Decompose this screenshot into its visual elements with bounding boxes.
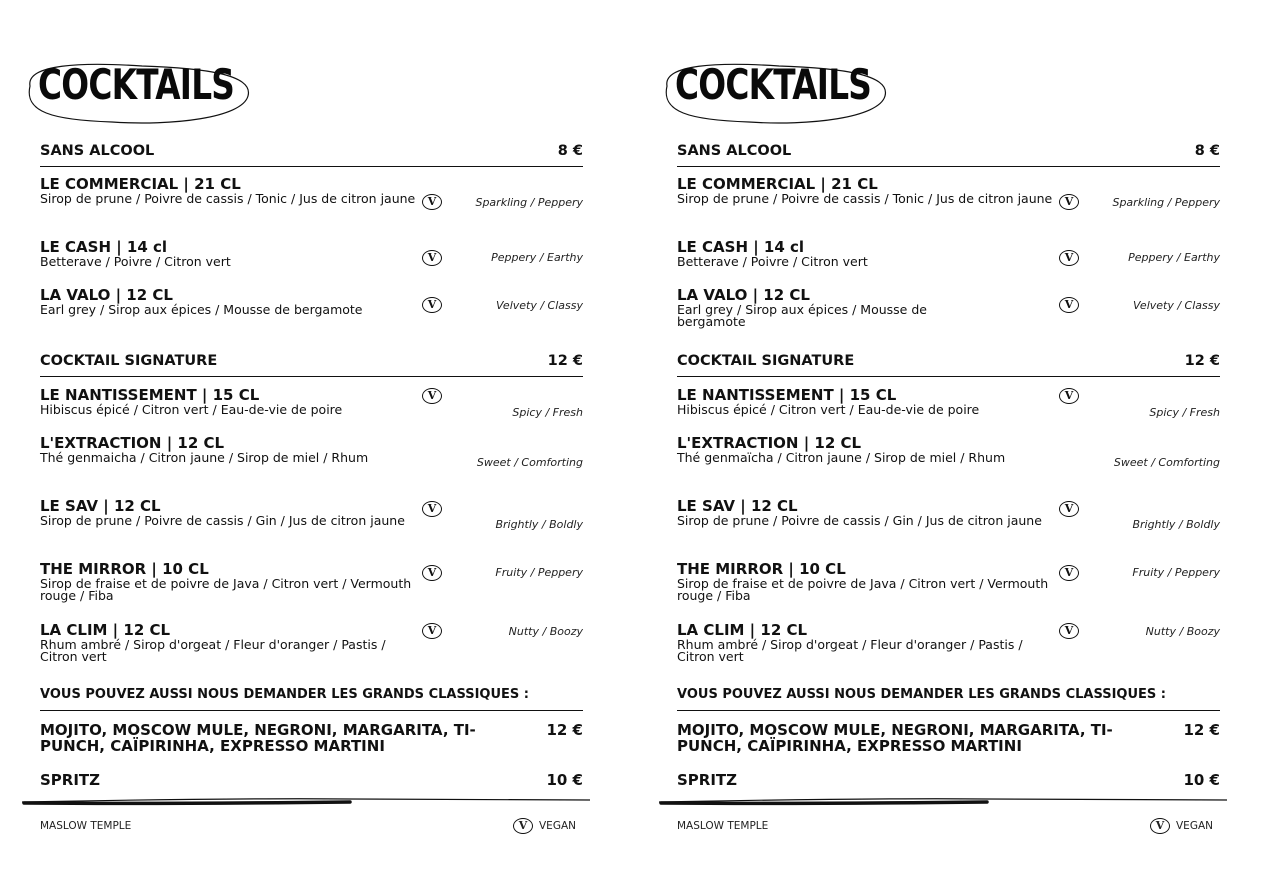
menu-item bbox=[40, 562, 583, 602]
item-taste: Peppery / Earthy bbox=[1128, 251, 1220, 264]
menu-item bbox=[677, 175, 1220, 209]
menu-item bbox=[40, 288, 583, 316]
menu-item bbox=[40, 240, 583, 268]
spritz-row bbox=[677, 771, 1220, 789]
section-signature: COCKTAIL SIGNATURE 12 € bbox=[677, 351, 1220, 377]
item-ingredients: Sirop de prune / Poivre de cassis / Gin / Jus de citron jaune bbox=[677, 513, 1042, 528]
classics-price: 12 € bbox=[1183, 721, 1220, 739]
menu-item bbox=[677, 386, 1220, 419]
vegan-icon: V bbox=[513, 818, 533, 834]
section-signature: COCKTAIL SIGNATURE 12 € bbox=[40, 351, 583, 377]
item-name: LE COMMERCIAL | 21 CL bbox=[677, 175, 878, 193]
page-title: COCKTAILS bbox=[38, 60, 235, 109]
item-ingredients: Sirop de prune / Poivre de cassis / Gin / Jus de citron jaune bbox=[40, 513, 405, 528]
footer-brand: MASLOW TEMPLE bbox=[40, 820, 132, 832]
menu-item bbox=[677, 288, 1220, 328]
spritz-name: SPRITZ bbox=[677, 771, 738, 789]
vegan-icon: V bbox=[422, 623, 442, 639]
brush-stroke bbox=[657, 794, 1229, 808]
brush-stroke bbox=[20, 794, 592, 808]
section-sans-alcool: SANS ALCOOL 8 € bbox=[677, 141, 1220, 167]
item-name: LE CASH | 14 cl bbox=[677, 238, 805, 256]
page-title: COCKTAILS bbox=[675, 60, 872, 109]
item-ingredients: Sirop de prune / Poivre de cassis / Tonic / Jus de citron jaune bbox=[677, 191, 1053, 206]
item-name: LE SAV | 12 CL bbox=[677, 497, 798, 515]
menu-item bbox=[677, 434, 1220, 469]
item-ingredients: Rhum ambré / Sirop d'orgeat / Fleur d'oranger / Pastis / Citron vert bbox=[677, 637, 1023, 664]
item-taste: Brightly / Boldly bbox=[495, 518, 583, 531]
item-name: LE SAV | 12 CL bbox=[40, 497, 161, 515]
classics-names: MOJITO, MOSCOW MULE, NEGRONI, MARGARITA, TI-PUNCH, CAÏPIRINHA, EXPRESSO MARTINI bbox=[677, 721, 1113, 755]
footer-brand: MASLOW TEMPLE bbox=[677, 820, 769, 832]
vegan-icon: V bbox=[422, 297, 442, 313]
section-sans-alcool: SANS ALCOOL 8 € bbox=[40, 141, 583, 167]
menu-item bbox=[40, 386, 583, 419]
title-badge bbox=[659, 56, 887, 126]
item-ingredients: Sirop de fraise et de poivre de Java / Citron vert / Vermouth rouge / Fiba bbox=[677, 576, 1049, 603]
item-ingredients: Rhum ambré / Sirop d'orgeat / Fleur d'oranger / Pastis / Citron vert bbox=[40, 637, 386, 664]
classics-list bbox=[677, 722, 1220, 754]
spritz-price: 10 € bbox=[1183, 771, 1220, 789]
classics-heading: VOUS POUVEZ AUSSI NOUS DEMANDER LES GRANDS CLASSIQUES : bbox=[677, 687, 1220, 711]
item-taste: Sweet / Comforting bbox=[476, 456, 583, 469]
item-ingredients: Earl grey / Sirop aux épices / Mousse de bergamote bbox=[677, 302, 927, 329]
vegan-icon: V bbox=[422, 250, 442, 266]
item-taste: Velvety / Classy bbox=[496, 299, 583, 312]
menu-item bbox=[677, 497, 1220, 531]
item-ingredients: Sirop de prune / Poivre de cassis / Tonic / Jus de citron jaune bbox=[40, 191, 416, 206]
item-taste: Spicy / Fresh bbox=[512, 406, 583, 419]
menu-panel-left bbox=[20, 0, 590, 892]
menu-item bbox=[40, 175, 583, 209]
vegan-icon: V bbox=[1059, 388, 1079, 404]
menu-item bbox=[40, 434, 583, 469]
menu-item bbox=[40, 497, 583, 531]
item-ingredients: Betterave / Poivre / Citron vert bbox=[40, 254, 231, 269]
item-name: LA VALO | 12 CL bbox=[677, 286, 810, 304]
menu-panel-right bbox=[657, 0, 1227, 892]
vegan-icon: V bbox=[1059, 250, 1079, 266]
vegan-icon: V bbox=[1059, 565, 1079, 581]
item-name: LA CLIM | 12 CL bbox=[40, 621, 171, 639]
item-name: THE MIRROR | 10 CL bbox=[677, 560, 846, 578]
vegan-icon: V bbox=[422, 501, 442, 517]
title-badge bbox=[22, 56, 250, 126]
vegan-icon: V bbox=[1059, 501, 1079, 517]
menu-item bbox=[677, 240, 1220, 268]
classics-names: MOJITO, MOSCOW MULE, NEGRONI, MARGARITA, TI-PUNCH, CAÏPIRINHA, EXPRESSO MARTINI bbox=[40, 721, 476, 755]
vegan-icon: V bbox=[1150, 818, 1170, 834]
vegan-icon: V bbox=[1059, 194, 1079, 210]
classics-price: 12 € bbox=[546, 721, 583, 739]
item-name: L'EXTRACTION | 12 CL bbox=[677, 434, 862, 452]
item-name: LE COMMERCIAL | 21 CL bbox=[40, 175, 241, 193]
item-name: L'EXTRACTION | 12 CL bbox=[40, 434, 225, 452]
footer-legend bbox=[1150, 818, 1213, 834]
item-taste: Nutty / Boozy bbox=[1145, 625, 1220, 638]
classics-heading: VOUS POUVEZ AUSSI NOUS DEMANDER LES GRANDS CLASSIQUES : bbox=[40, 687, 583, 711]
vegan-label: VEGAN bbox=[1176, 820, 1213, 832]
spritz-name: SPRITZ bbox=[40, 771, 101, 789]
footer-legend bbox=[513, 818, 576, 834]
item-taste: Sweet / Comforting bbox=[1113, 456, 1220, 469]
item-taste: Fruity / Peppery bbox=[495, 566, 583, 579]
menu-item bbox=[40, 623, 583, 663]
vegan-icon: V bbox=[422, 194, 442, 210]
item-taste: Velvety / Classy bbox=[1133, 299, 1220, 312]
item-name: LE CASH | 14 cl bbox=[40, 238, 168, 256]
item-ingredients: Hibiscus épicé / Citron vert / Eau-de-vie de poire bbox=[40, 402, 343, 417]
vegan-label: VEGAN bbox=[539, 820, 576, 832]
item-taste: Nutty / Boozy bbox=[508, 625, 583, 638]
classics-list bbox=[40, 722, 583, 754]
menu-item bbox=[677, 623, 1220, 663]
vegan-icon: V bbox=[422, 388, 442, 404]
item-ingredients: Thé genmaicha / Citron jaune / Sirop de miel / Rhum bbox=[40, 450, 369, 465]
item-name: LA CLIM | 12 CL bbox=[677, 621, 808, 639]
item-ingredients: Earl grey / Sirop aux épices / Mousse de bergamote bbox=[40, 302, 363, 317]
item-ingredients: Sirop de fraise et de poivre de Java / Citron vert / Vermouth rouge / Fiba bbox=[40, 576, 412, 603]
menu-item bbox=[677, 562, 1220, 602]
item-taste: Brightly / Boldly bbox=[1132, 518, 1220, 531]
item-name: LE NANTISSEMENT | 15 CL bbox=[40, 386, 260, 404]
item-taste: Sparkling / Peppery bbox=[1112, 196, 1220, 209]
vegan-icon: V bbox=[1059, 623, 1079, 639]
spritz-row bbox=[40, 771, 583, 789]
vegan-icon: V bbox=[1059, 297, 1079, 313]
vegan-icon: V bbox=[422, 565, 442, 581]
item-taste: Fruity / Peppery bbox=[1132, 566, 1220, 579]
spritz-price: 10 € bbox=[546, 771, 583, 789]
item-name: LE NANTISSEMENT | 15 CL bbox=[677, 386, 897, 404]
item-ingredients: Hibiscus épicé / Citron vert / Eau-de-vie de poire bbox=[677, 402, 980, 417]
item-taste: Spicy / Fresh bbox=[1149, 406, 1220, 419]
item-ingredients: Thé genmaïcha / Citron jaune / Sirop de miel / Rhum bbox=[677, 450, 1006, 465]
item-taste: Sparkling / Peppery bbox=[475, 196, 583, 209]
item-name: LA VALO | 12 CL bbox=[40, 286, 173, 304]
item-name: THE MIRROR | 10 CL bbox=[40, 560, 209, 578]
item-ingredients: Betterave / Poivre / Citron vert bbox=[677, 254, 868, 269]
item-taste: Peppery / Earthy bbox=[491, 251, 583, 264]
